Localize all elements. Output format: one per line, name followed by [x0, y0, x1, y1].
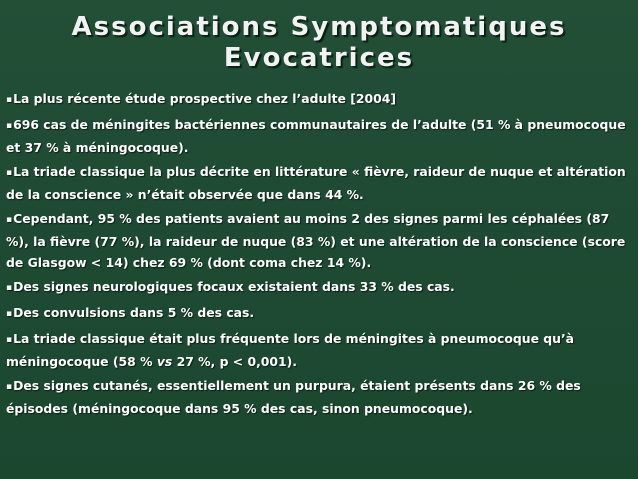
- bullet-marker-icon: ▪: [6, 309, 13, 319]
- bullet-text: La plus récente étude prospective chez l’adulte [2004]: [13, 91, 397, 106]
- title-line-1: Associations Symptomatiques: [71, 12, 567, 42]
- bullet-item: [6, 276, 634, 299]
- bullet-item: [6, 328, 634, 372]
- bullet-text: Des convulsions dans 5 % des cas.: [13, 305, 255, 320]
- bullet-marker-icon: ▪: [6, 215, 13, 225]
- slide-title: [0, 12, 638, 74]
- bullet-marker-icon: ▪: [6, 168, 13, 178]
- bullet-list: [6, 88, 634, 422]
- bullet-item: [6, 302, 634, 325]
- bullet-item: [6, 208, 634, 273]
- bullet-marker-icon: ▪: [6, 335, 13, 345]
- bullet-text: 27 %, p < 0,001).: [172, 354, 298, 369]
- bullet-item: [6, 375, 634, 419]
- bullet-text: Des signes neurologiques focaux existaient dans 33 % des cas.: [13, 279, 455, 294]
- bullet-item: [6, 114, 634, 158]
- bullet-marker-icon: ▪: [6, 121, 13, 131]
- bullet-item: [6, 88, 634, 111]
- bullet-text: Cependant, 95 % des patients avaient au moins 2 des signes parmi les céphalées (87 %), la fièvre (77 %), la raideur de nuque (83 %) et une altération de la conscience (score de Glasgow < 14) chez 69 % (dont coma chez 14 %).: [6, 211, 626, 270]
- bullet-text: La triade classique était plus fréquente lors de méningites à pneumocoque qu’à méningocoque (58 %: [6, 331, 575, 369]
- bullet-item: [6, 161, 634, 205]
- bullet-marker-icon: ▪: [6, 382, 13, 392]
- bullet-text: La triade classique la plus décrite en littérature « fièvre, raideur de nuque et altération de la conscience » n’était observée que dans 44 %.: [6, 164, 626, 202]
- bullet-marker-icon: ▪: [6, 283, 13, 293]
- bullet-text: Des signes cutanés, essentiellement un purpura, étaient présents dans 26 % des épisodes (méningocoque dans 95 % des cas, sinon pneumocoque).: [6, 378, 581, 416]
- bullet-text-italic: vs: [156, 354, 173, 369]
- title-line-2: Evocatrices: [223, 43, 415, 73]
- bullet-text: 696 cas de méningites bactériennes communautaires de l’adulte (51 % à pneumocoque et 37 % à méningocoque).: [6, 117, 626, 155]
- bullet-marker-icon: ▪: [6, 95, 13, 105]
